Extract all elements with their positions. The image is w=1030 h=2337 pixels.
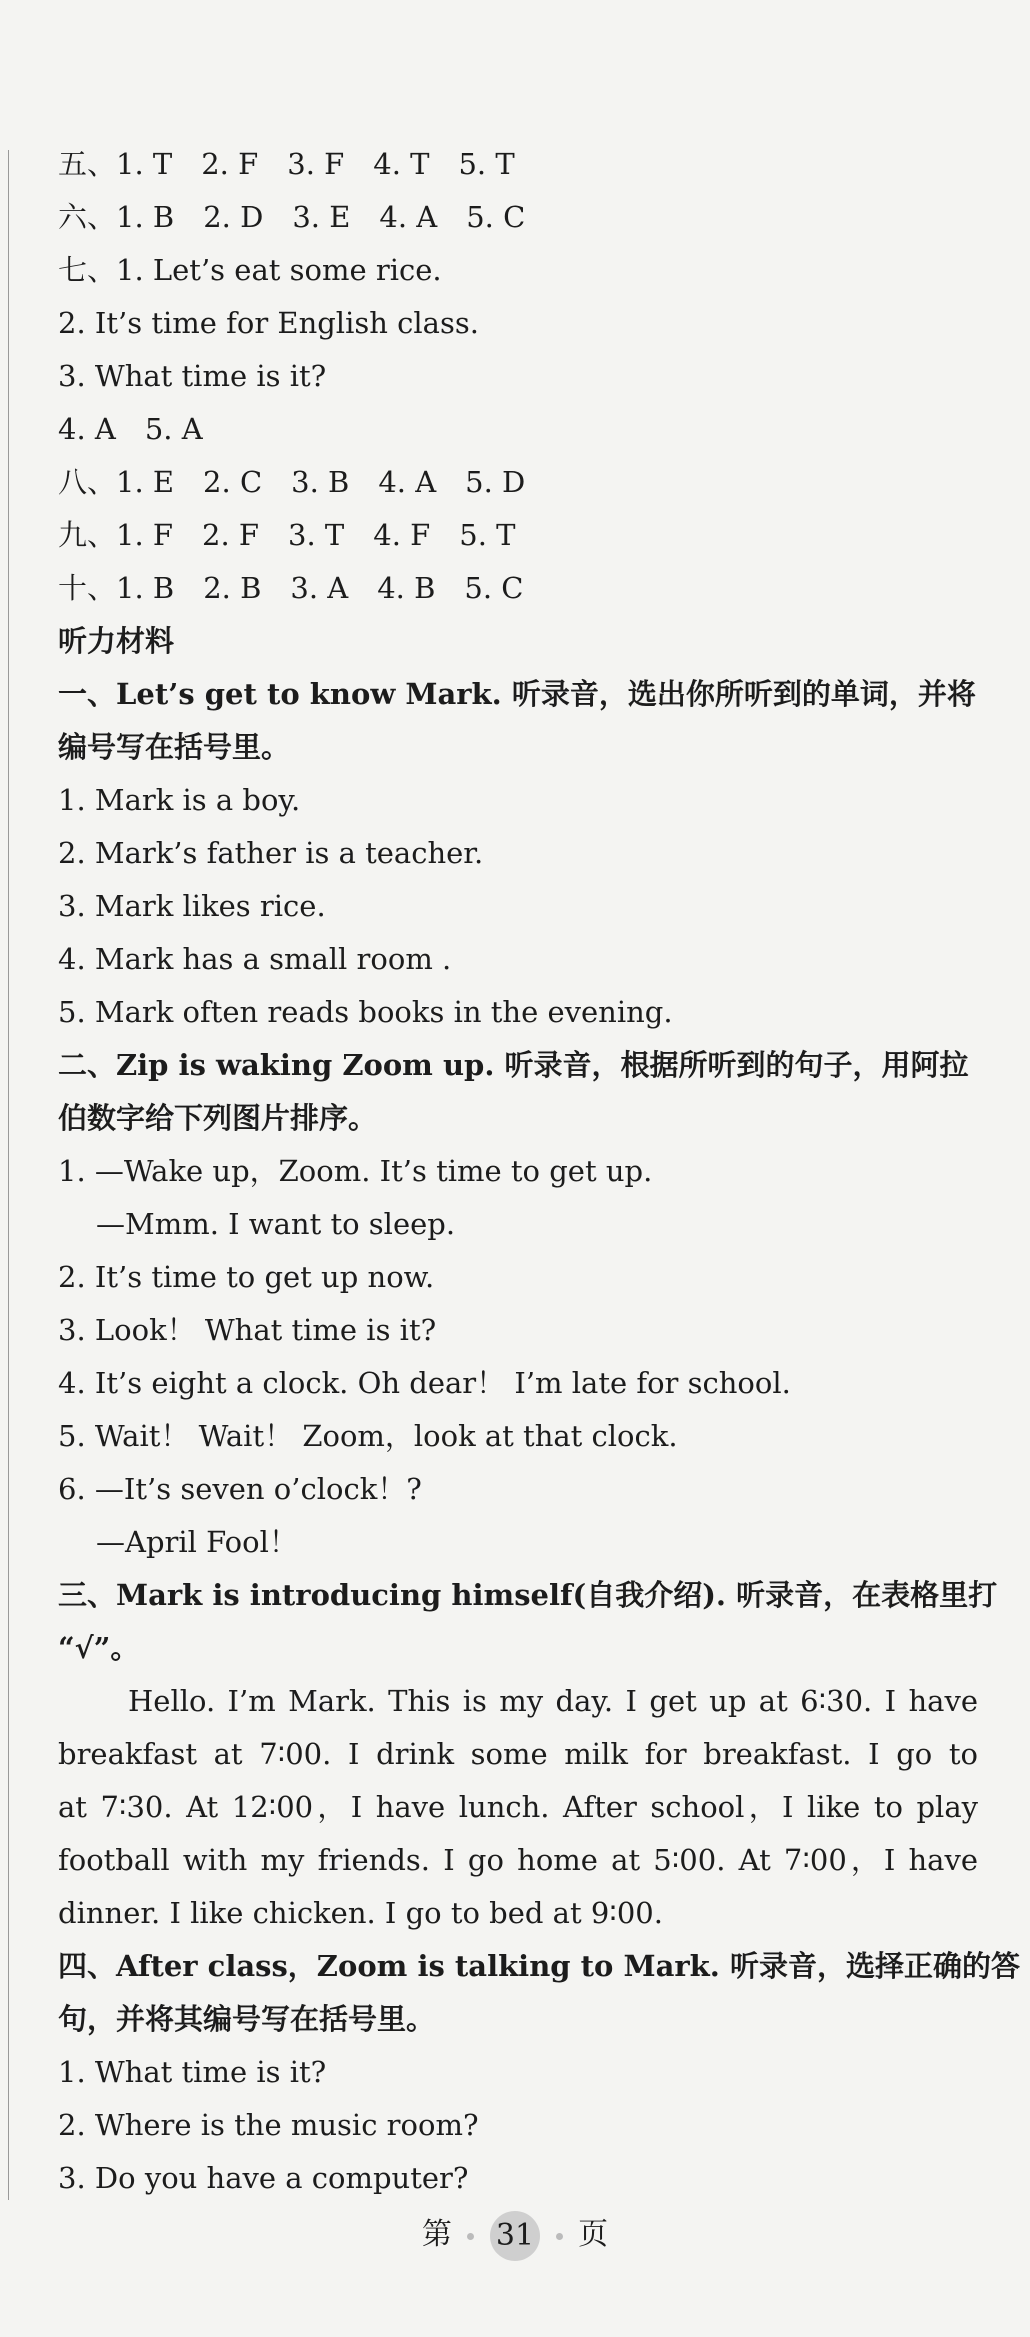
script-line: 6. —It’s seven o’clock！?	[58, 1472, 422, 1506]
script-line: 5. Mark often reads books in the evening.	[58, 995, 673, 1029]
script-line: 4. Mark has a small room .	[58, 942, 452, 976]
script-line: 5. Wait！ Wait！ Zoom，look at that clock.	[58, 1419, 678, 1453]
answer-line-6: 六、1. B 2. D 3. E 4. A 5. C	[58, 200, 526, 234]
dot-icon	[467, 2233, 474, 2240]
answer-content	[58, 138, 1020, 2205]
answer-line-5: 五、1. T 2. F 3. F 4. T 5. T	[58, 147, 515, 181]
answer-line: 2. It’s time for English class.	[58, 306, 479, 340]
section-4-heading: 四、After class，Zoom is talking to Mark. 听录音，选择正确的答	[58, 1949, 1020, 1983]
page-footer	[0, 2211, 1030, 2261]
page-number: 31	[490, 2211, 540, 2261]
section-3-heading: 三、Mark is introducing himself(自我介绍). 听录音，在表格里打	[58, 1578, 998, 1612]
script-line-reply: —Mmm. I want to sleep.	[96, 1207, 456, 1241]
script-line: 2. It’s time to get up now.	[58, 1260, 435, 1294]
paragraph-line: Hello. I’m Mark. This is my day. I get up at 6∶30. I have	[128, 1684, 978, 1718]
footer-prefix: 第	[421, 2217, 452, 2252]
script-line: 2. Mark’s father is a teacher.	[58, 836, 484, 870]
dot-icon	[556, 2233, 563, 2240]
section-4-heading-cont: 句，并将其编号写在括号里。	[58, 2002, 436, 2036]
script-line: 2. Where is the music room?	[58, 2108, 479, 2142]
script-line: 1. What time is it?	[58, 2055, 327, 2089]
section-1-heading-cont: 编号写在括号里。	[58, 730, 291, 764]
left-margin-rule	[8, 150, 9, 2200]
script-line: 3. Do you have a computer?	[58, 2161, 469, 2195]
section-3-heading-cont: “√”。	[58, 1631, 140, 1665]
script-line: 1. —Wake up，Zoom. It’s time to get up.	[58, 1154, 653, 1188]
section-2-heading: 二、Zip is waking Zoom up. 听录音，根据所听到的句子，用阿拉	[58, 1048, 969, 1082]
script-line: 1. Mark is a boy.	[58, 783, 301, 817]
answer-line: 4. A 5. A	[58, 412, 203, 446]
answer-line: 3. What time is it?	[58, 359, 327, 393]
section-1-heading: 一、Let’s get to know Mark. 听录音，选出你所听到的单词，并将	[58, 677, 976, 711]
script-line: 3. Mark likes rice.	[58, 889, 326, 923]
paragraph-line: at 7∶30. At 12∶00，I have lunch. After school，I like to play	[58, 1790, 978, 1824]
answer-line-7: 七、1. Let’s eat some rice.	[58, 253, 442, 287]
listening-material-heading: 听力材料	[58, 624, 175, 658]
paragraph-line: football with my friends. I go home at 5∶00. At 7∶00，I have	[58, 1843, 978, 1877]
paragraph-line: breakfast at 7∶00. I drink some milk for breakfast. I go to	[58, 1737, 978, 1771]
paragraph-line: dinner. I like chicken. I go to bed at 9∶00.	[58, 1896, 663, 1930]
footer-suffix: 页	[578, 2217, 609, 2252]
answer-line-10: 十、1. B 2. B 3. A 4. B 5. C	[58, 571, 524, 605]
script-line: 3. Look！ What time is it?	[58, 1313, 437, 1347]
answer-line-8: 八、1. E 2. C 3. B 4. A 5. D	[58, 465, 526, 499]
script-line: 4. It’s eight a clock. Oh dear！ I’m late for school.	[58, 1366, 791, 1400]
section-2-heading-cont: 伯数字给下列图片排序。	[58, 1101, 378, 1135]
answer-line-9: 九、1. F 2. F 3. T 4. F 5. T	[58, 518, 516, 552]
script-line-reply: —April Fool！	[96, 1525, 298, 1559]
